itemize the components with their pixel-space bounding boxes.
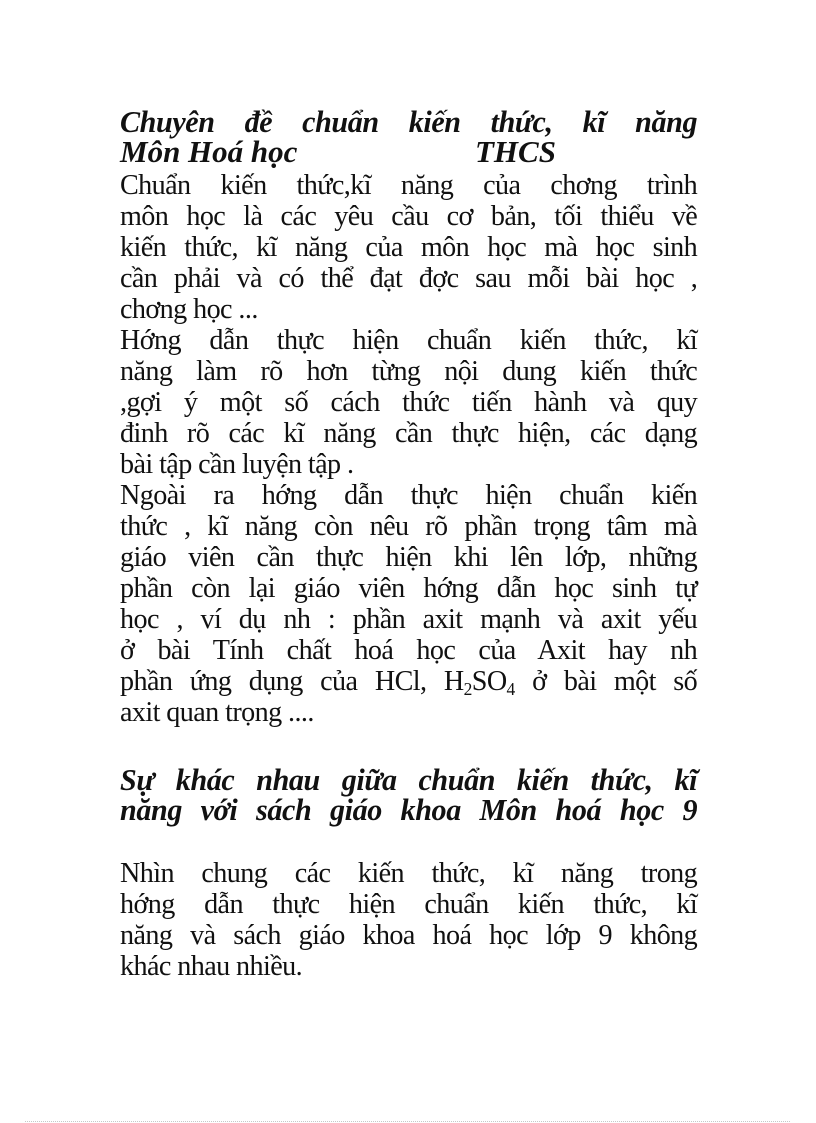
paragraph-line: phần còn lại giáo viên hớng dẫn học sinh tự <box>120 572 698 604</box>
paragraph-line: thức , kĩ năng còn nêu rõ phần trọng tâm mà <box>120 510 698 542</box>
paragraph-line: giáo viên cần thực hiện khi lên lớp, những <box>120 541 698 573</box>
paragraph-line: cần phải và có thể đạt đợc sau mỗi bài học , <box>120 262 698 294</box>
section-heading <box>120 762 698 827</box>
paragraph-line: học , ví dụ nh : phần axit mạnh và axit yếu <box>120 603 698 635</box>
paragraph-line: ở bài Tính chất hoá học của Axit hay nh <box>120 634 698 666</box>
paragraph-line: ,gợi ý một số cách thức tiến hành và quy <box>120 386 698 418</box>
subscript-2: 2 <box>463 679 472 699</box>
intro-paragraph <box>120 170 697 325</box>
document-title <box>120 104 698 169</box>
paragraph-line: năng làm rõ hơn từng nội dung kiến thức <box>120 355 698 387</box>
page-bottom-divider <box>25 1121 790 1122</box>
formula-text-before: phần ứng dụng của HCl, H <box>120 665 464 697</box>
extra-paragraph <box>120 480 697 728</box>
paragraph-line: kiến thức, kĩ năng của môn học mà học sinh <box>120 231 698 263</box>
title-level: THCS <box>475 134 556 169</box>
paragraph-line: đinh rõ các kĩ năng cần thực hiện, các dạng <box>120 417 698 449</box>
formula-text-middle: SO <box>471 665 507 697</box>
paragraph-line: Chuẩn kiến thức,kĩ năng của chơng trình <box>120 169 698 201</box>
paragraph-line: năng và sách giáo khoa hoá học lớp 9 không <box>120 919 698 951</box>
heading-line: Sự khác nhau giữa chuẩn kiến thức, kĩ <box>120 762 698 797</box>
title-line-2 <box>120 134 697 169</box>
paragraph-line: Hớng dẫn thực hiện chuẩn kiến thức, kĩ <box>120 324 698 356</box>
formula-line <box>120 666 697 697</box>
comparison-paragraph <box>120 858 697 982</box>
title-subject: Môn Hoá học <box>120 134 298 169</box>
heading-line: năng với sách giáo khoa Môn hoá học 9 <box>120 792 698 827</box>
subscript-4: 4 <box>506 679 515 699</box>
title-line-1: Chuyên đề chuẩn kiến thức, kĩ năng <box>120 104 698 139</box>
paragraph-line: hớng dẫn thực hiện chuẩn kiến thức, kĩ <box>120 888 698 920</box>
formula-text-after: ở bài một số <box>514 665 698 697</box>
paragraph-line: khác nhau nhiều. <box>120 950 303 982</box>
paragraph-line: chơng học ... <box>120 293 258 325</box>
paragraph-line: môn học là các yêu cầu cơ bản, tối thiểu về <box>120 200 698 232</box>
paragraph-line: Ngoài ra hớng dẫn thực hiện chuẩn kiến <box>120 479 698 511</box>
paragraph-line: Nhìn chung các kiến thức, kĩ năng trong <box>120 857 698 889</box>
paragraph-line: bài tập cần luyện tập . <box>120 448 354 480</box>
paragraph-line: axit quan trọng .... <box>120 696 314 728</box>
guide-paragraph <box>120 325 697 480</box>
